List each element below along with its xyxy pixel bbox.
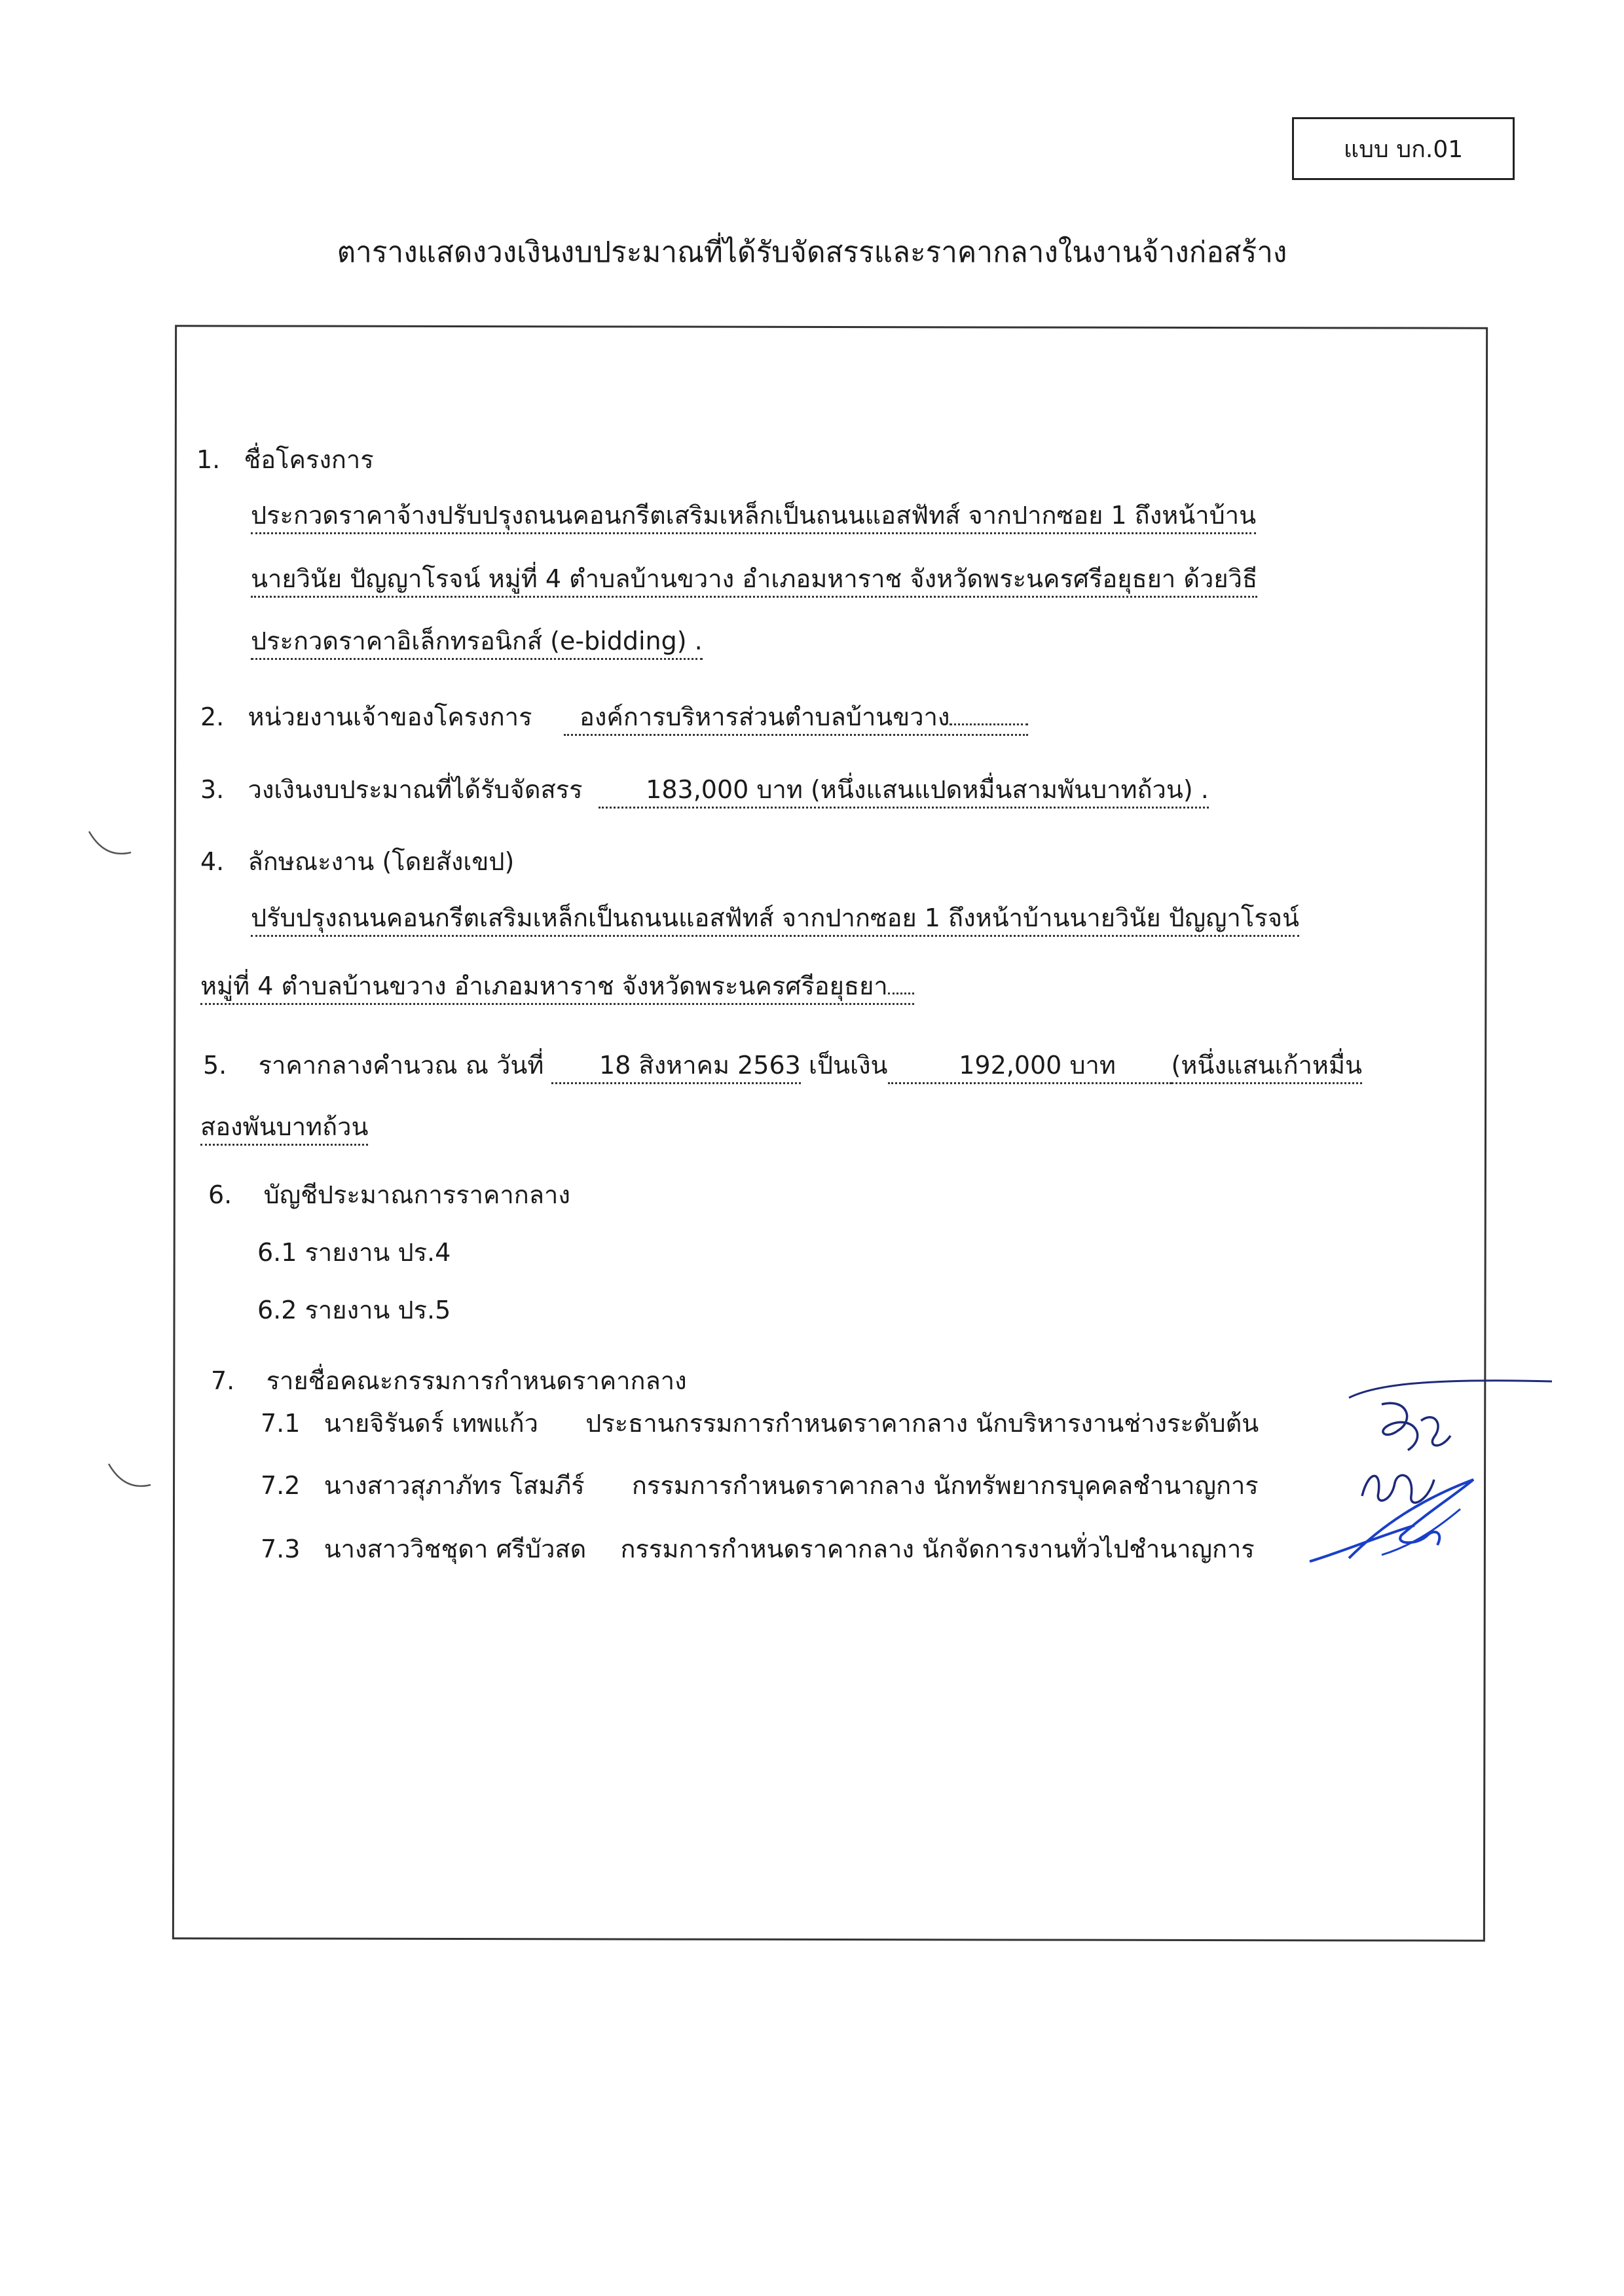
member-role: ประธานกรรมการกำหนดราคากลาง นักบริหารงานช่างระดับต้น [585,1409,1259,1438]
work-description-line-1 [251,905,1299,930]
project-name-line-3 [251,629,703,653]
project-owner-value: องค์การบริหารส่วนตำบลบ้านขวาง [564,702,1029,736]
member-number: 7.2 [261,1471,301,1500]
section-number: 4. [200,847,225,876]
committee-member-row [261,1411,1259,1436]
committee-member-row [261,1537,1255,1561]
estimate-item-2: 6.2 รายงาน ปร.5 [257,1296,451,1324]
member-role: กรรมการกำหนดราคากลาง นักทรัพยากรบุคคลชำนาญการ [631,1471,1259,1500]
project-name-text: นายวินัย ปัญญาโรจน์ หมู่ที่ 4 ตำบลบ้านขวาง อำเภอมหาราช จังหวัดพระนครศรีอยุธยา ด้วยวิธี [251,564,1257,598]
member-name: นางสาวสุภาภัทร โสมภีร์ [323,1471,585,1500]
budget-value: 183,000 บาท (หนึ่งแสนแปดหมื่นสามพันบาทถ้วน) . [599,775,1209,809]
section-6-heading [208,1182,570,1207]
committee-member-row [261,1473,1259,1498]
project-name-line-2 [251,566,1257,591]
punch-hole-mark-bottom [105,1459,157,1498]
work-description-line-2 [200,974,914,998]
member-number: 7.3 [261,1535,301,1563]
section-3-row [200,777,1209,802]
median-price-date: 18 สิงหาคม 2563 [551,1051,800,1084]
section-4-heading [200,849,514,874]
section-number: 1. [196,445,221,474]
section-label: ชื่อโครงการ [244,445,374,474]
section-label: รายชื่อคณะกรรมการกำหนดราคากลาง [266,1366,687,1395]
section-1-heading [196,447,374,472]
section-7-heading [211,1368,687,1393]
signature-chairman [1336,1358,1572,1463]
estimate-item-1: 6.1 รายงาน ปร.4 [257,1238,451,1267]
member-name: นายจิรันดร์ เทพแก้ว [323,1409,539,1438]
project-name-text: ประกวดราคาจ้างปรับปรุงถนนคอนกรีตเสริมเหล็กเป็นถนนแอสฟัทส์ จากปากซอย 1 ถึงหน้าบ้าน [251,501,1256,534]
median-price-words: (หนึ่งแสนเก้าหมื่น [1172,1051,1362,1084]
punch-hole-mark-top [85,826,138,866]
signature-member-3 [1303,1473,1500,1571]
median-price-words-cont: สองพันบาทถ้วน [200,1112,368,1146]
section-5-row [203,1053,1362,1078]
amount-label: เป็นเงิน [808,1051,888,1080]
form-code: แบบ บก.01 [1343,136,1464,163]
section-number: 6. [208,1180,232,1209]
median-price-amount: 192,000 บาท [888,1051,1172,1084]
section-label: บัญชีประมาณการราคากลาง [263,1180,570,1209]
member-number: 7.1 [261,1409,301,1438]
member-name: นางสาววิชชุดา ศรีบัวสด [323,1535,587,1563]
section-2-row [200,704,1028,729]
project-name-line-1 [251,503,1256,528]
section-label: ลักษณะงาน (โดยสังเขป) [248,847,515,876]
section-number: 5. [203,1051,227,1080]
section-number: 7. [211,1366,235,1395]
page-title: ตารางแสดงวงเงินงบประมาณที่ได้รับจัดสรรและราคากลางในงานจ้างก่อสร้าง [337,236,1287,269]
section-number: 3. [200,775,225,804]
project-name-text: ประกวดราคาอิเล็กทรอนิกส์ (e-bidding) . [251,627,703,660]
section-label: ราคากลางคำนวณ ณ วันที่ [258,1051,544,1080]
section-label: หน่วยงานเจ้าของโครงการ [248,702,532,731]
work-description-text: ปรับปรุงถนนคอนกรีตเสริมเหล็กเป็นถนนแอสฟัทส์ จากปากซอย 1 ถึงหน้าบ้านนายวินัย ปัญญาโรจน์ [251,903,1299,937]
section-label: วงเงินงบประมาณที่ได้รับจัดสรร [248,775,583,804]
form-code-box [1292,117,1515,180]
work-description-text: หมู่ที่ 4 ตำบลบ้านขวาง อำเภอมหาราช จังหวัดพระนครศรีอยุธยา [200,972,914,1005]
median-price-words-line-2 [200,1114,368,1139]
section-number: 2. [200,702,225,731]
member-role: กรรมการกำหนดราคากลาง นักจัดการงานทั่วไปชำนาญการ [620,1535,1255,1563]
